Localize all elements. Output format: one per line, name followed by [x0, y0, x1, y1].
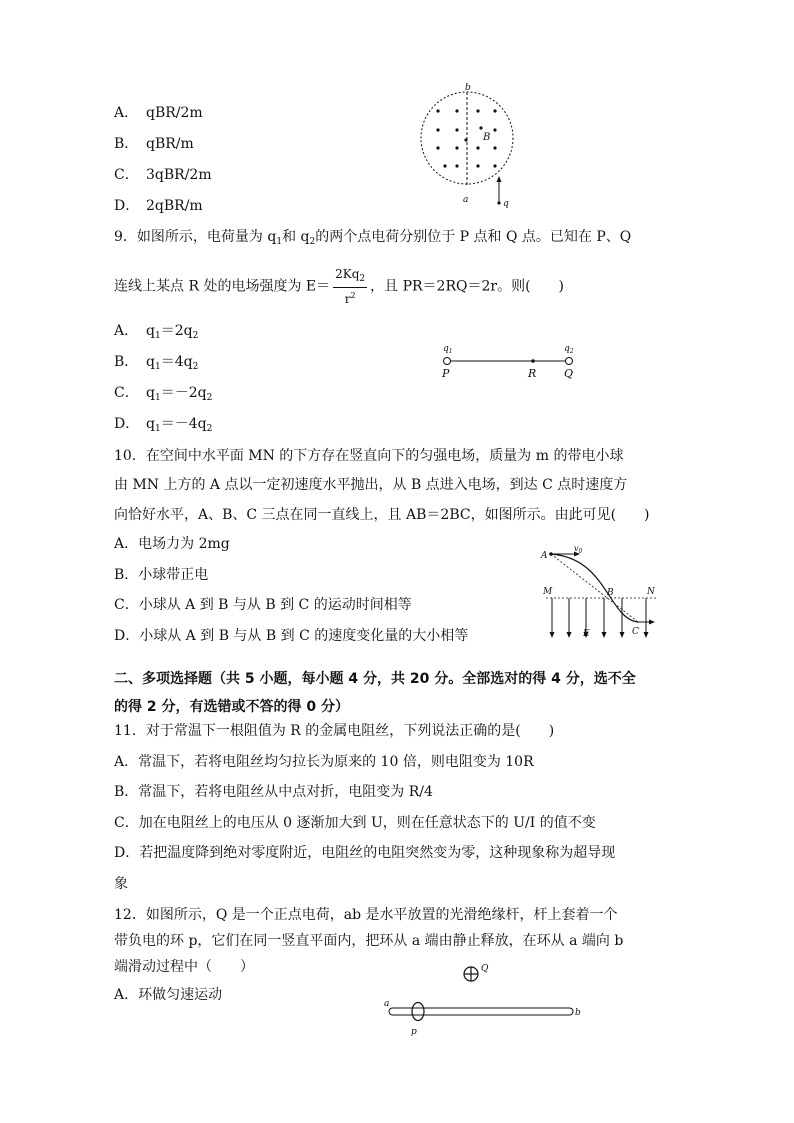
q9-label-p: P	[442, 367, 450, 380]
q9-stem-line2: 连线上某点 R 处的电场强度为 E＝ $\frac{2Kq_2}{r^2}$ ，且 PR＝2RQ＝2r。则( )	[114, 267, 565, 306]
q12-label-q: Q	[481, 964, 489, 974]
q9-option-c: C． $q_1=-2q_2$	[114, 385, 213, 403]
q10-option-d: D．小球从 A 到 B 与从 B 到 C 的速度变化量的大小相等	[114, 628, 469, 644]
q12-option-a: A．环做匀速运动	[114, 987, 223, 1003]
q10-label-b: B	[607, 588, 614, 598]
q8-option-d: D． 2qBR/m	[114, 198, 203, 214]
q11-option-a: A．常温下，若将电阻丝均匀拉长为原来的 10 倍，则电阻变为 10R	[114, 754, 534, 770]
q10-label-a: A	[541, 551, 548, 561]
q9-stem-line1: 9．如图所示，电荷量为 $q_1$和 $q_2$的两个点电荷分别位于 P 点和 Q 点。已知在 P、Q	[114, 229, 632, 247]
q11-option-d: D．若把温度降到绝对零度附近，电阻丝的电阻突然变为零，这种现象称为超导现	[114, 845, 616, 861]
q10-label-n: N	[647, 587, 655, 597]
q10-stem-line3: 向恰好水平，A、B、C 三点在同一直线上，且 AB＝2BC，如图所示。由此可见( )	[114, 507, 650, 523]
q9-label-q2: $q_2$	[564, 344, 574, 355]
q8-option-c: C． 3qBR/2m	[114, 167, 212, 183]
q10-option-b: B．小球带正电	[114, 567, 209, 583]
q9-label-r: R	[528, 367, 537, 380]
q12-label-a: a	[384, 999, 390, 1009]
q12-stem-line2: 带负电的环 p，它们在同一竖直平面内，把环从 a 端由静止释放，在环从 a 端向 b	[114, 933, 624, 949]
q10-label-e: E	[583, 629, 590, 639]
q10-trajectory-figure	[538, 543, 668, 643]
section-2-header-line1: 二、多项选择题（共 5 小题，每小题 4 分，共 20 分。全部选对的得 4 分，选不全	[114, 671, 636, 687]
q8-option-a: A． qBR/2m	[114, 105, 203, 121]
q10-option-a: A．电场力为 2mg	[114, 536, 230, 552]
q9-option-a: A． $q_1=2q_2$	[114, 323, 199, 341]
q9-label-q: Q	[564, 367, 574, 380]
q9-label-q1: $q_1$	[443, 344, 453, 355]
q10-label-v0: $v_0$	[574, 544, 583, 555]
q12-rod-figure	[380, 958, 590, 1040]
q11-option-c: C．加在电阻丝上的电压从 0 逐渐加大到 U，则在任意状态下的 U/I 的值不变	[114, 815, 596, 831]
q12-stem-line1: 12．如图所示，Q 是一个正点电荷，ab 是水平放置的光滑绝缘杆，杆上套着一个	[114, 907, 618, 923]
q9-field-formula: $\frac{2Kq_2}{r^2}$	[335, 267, 366, 306]
q12-label-b: b	[575, 1008, 581, 1018]
q8-option-b: B． qBR/m	[114, 136, 194, 152]
q9-charges-figure	[435, 340, 585, 385]
q10-stem-line1: 10．在空间中水平面 MN 的下方存在竖直向下的匀强电场，质量为 m 的带电小球	[114, 448, 624, 464]
q12-label-p: p	[411, 1027, 417, 1037]
q8-label-b: b	[465, 83, 471, 93]
q9-option-b: B． $q_1=4q_2$	[114, 354, 199, 372]
q11-option-b: B．常温下，若将电阻丝从中点对折，电阻变为 R/4	[114, 784, 433, 800]
q8-label-a: a	[463, 195, 469, 205]
q8-label-field: B	[483, 132, 491, 143]
q8-magnetic-field-figure	[405, 80, 535, 210]
q10-stem-line2: 由 MN 上方的 A 点以一定初速度水平抛出，从 B 点进入电场，到达 C 点时速度方	[114, 477, 628, 493]
q10-label-m: M	[543, 587, 553, 597]
q9-option-d: D． $q_1=-4q_2$	[114, 416, 213, 434]
q11-option-d-continued: 象	[114, 876, 128, 892]
section-2-header-line2: 的得 2 分，有选错或不答的得 0 分）	[114, 699, 349, 715]
q11-stem: 11．对于常温下一根阻值为 R 的金属电阻丝，下列说法正确的是( )	[114, 723, 555, 739]
q10-option-c: C．小球从 A 到 B 与从 B 到 C 的运动时间相等	[114, 597, 412, 613]
q10-label-c: C	[632, 627, 639, 637]
q8-label-charge: q	[503, 199, 509, 209]
q12-stem-line3: 端滑动过程中（ ）	[114, 959, 254, 975]
